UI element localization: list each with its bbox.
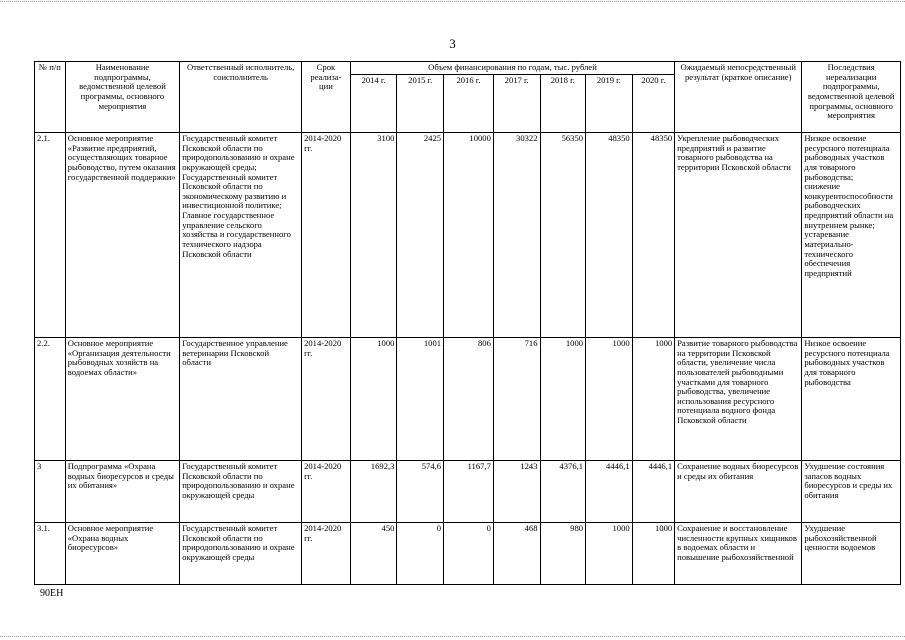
row-term: 2014-2020 гг.	[302, 523, 351, 585]
row-name: Основное мероприятие «Развитие предприятий, осуществляющих товарное рыбоводство, путем оказания государственной поддержки»	[65, 133, 179, 338]
value-cell: 806	[444, 338, 494, 461]
header-year: 2016 г.	[444, 74, 494, 132]
row-name: Основное мероприятие «Организация деятельности рыбоводных хозяйств на водоемах области»	[65, 338, 179, 461]
consequence-item: Ухудшение состояния запасов водных биоресурсов и среды их обитания	[804, 461, 893, 500]
value-cell: 2425	[397, 133, 444, 338]
value-cell: 574,6	[397, 461, 444, 523]
table-row	[35, 523, 901, 585]
value-cell: 4446,1	[632, 461, 674, 523]
header-year: 2018 г.	[540, 74, 586, 132]
row-result: Сохранение и восстановление численности крупных хищников в водоемах области и повышение рыбохозяйственной	[675, 523, 802, 585]
row-term: 2014-2020 гг.	[302, 338, 351, 461]
responsible-item: Государственный комитет Псковской области по природопользованию и охране окружающей среды	[182, 523, 295, 562]
value-cell: 1000	[632, 523, 674, 585]
consequence-item: Ухудшение рыбохозяйственной ценности водоемов	[804, 523, 877, 553]
header-result: Ожидаемый непосредственный результат (краткое описание)	[675, 62, 802, 133]
row-consequence	[802, 523, 901, 585]
header-year: 2014 г.	[350, 74, 397, 132]
responsible-item: Государственный комитет Псковской области по природопользованию и охране окружающей среды	[182, 461, 295, 500]
top-border	[0, 1, 905, 2]
table-row	[35, 338, 901, 461]
value-cell: 468	[493, 523, 540, 585]
row-consequence	[802, 338, 901, 461]
row-responsible	[180, 133, 302, 338]
row-result: Развитие товарного рыбоводства на территории Псковской области, увеличение числа пользователей рыбоводными участками для товарного рыбоводства, увеличение использования ресурсного потенциала водного фонда Псковской области	[675, 338, 802, 461]
responsible-item: Государственный комитет Псковской области по экономическому развитию и инвестиционной политике;	[182, 171, 287, 211]
row-result: Сохранение водных биоресурсов и среды их обитания	[675, 461, 802, 523]
value-cell: 10000	[444, 133, 494, 338]
row-num: 3	[35, 461, 66, 523]
header-responsible: Ответственный исполнитель, соисполнитель	[180, 62, 302, 133]
row-term: 2014-2020 гг.	[302, 461, 351, 523]
responsible-item: Главное государственное управление сельского хозяйства и государственного технического надзора Псковской области	[182, 210, 291, 259]
value-cell: 1000	[350, 338, 397, 461]
value-cell: 3100	[350, 133, 397, 338]
row-consequence	[802, 133, 901, 338]
value-cell: 980	[540, 523, 586, 585]
row-consequence	[802, 461, 901, 523]
page-number: 3	[449, 36, 456, 51]
value-cell: 4376,1	[540, 461, 586, 523]
consequence-item: Низкое освоение ресурсного потенциала рыбоводных участков для товарного рыбоводства;	[804, 133, 890, 182]
header-year: 2017 г.	[493, 74, 540, 132]
value-cell: 1000	[586, 338, 633, 461]
row-responsible	[180, 338, 302, 461]
value-cell: 716	[493, 338, 540, 461]
value-cell: 4446,1	[586, 461, 633, 523]
row-name: Подпрограмма «Охрана водных биоресурсов и среды их обитания»	[65, 461, 179, 523]
row-result: Укрепление рыбоводческих предприятий и развитие товарного рыбоводства на территории Псковской области	[675, 133, 802, 338]
header-term: Срок реализа-ции	[302, 62, 351, 133]
row-name: Основное мероприятие «Охрана водных биоресурсов»	[65, 523, 179, 585]
value-cell: 1000	[540, 338, 586, 461]
row-num: 3.1.	[35, 523, 66, 585]
value-cell: 56350	[540, 133, 586, 338]
header-year: 2019 г.	[586, 74, 633, 132]
consequence-item: снижение конкурентоспособности рыбоводческих предприятий области на внутреннем рынке;	[804, 181, 894, 230]
responsible-item: Государственное управление ветеринарии Псковской области	[182, 338, 288, 368]
value-cell: 1001	[397, 338, 444, 461]
value-cell: 1000	[586, 523, 633, 585]
value-cell: 48350	[586, 133, 633, 338]
table-row	[35, 461, 901, 523]
value-cell: 48350	[632, 133, 674, 338]
row-term: 2014-2020 гг.	[302, 133, 351, 338]
value-cell: 450	[350, 523, 397, 585]
value-cell: 30322	[493, 133, 540, 338]
value-cell: 1000	[632, 338, 674, 461]
header-year: 2015 г.	[397, 74, 444, 132]
header-year: 2020 г.	[632, 74, 674, 132]
value-cell: 1167,7	[444, 461, 494, 523]
row-num: 2.2.	[35, 338, 66, 461]
header-funding: Объем финансирования по годам, тыс. рублей	[350, 62, 674, 75]
row-responsible	[180, 461, 302, 523]
responsible-item: Государственный комитет Псковской области по природопользованию и охране окружающей среды;	[182, 133, 295, 172]
value-cell: 0	[444, 523, 494, 585]
header-consequence: Последствия нереализации подпрограммы, ведомственной целевой программы, основного мероприятия	[802, 62, 901, 133]
footer-code: 90EH	[40, 588, 64, 599]
header-num: № п/п	[35, 62, 66, 133]
consequence-item: устаревание материально-технического обеспечения предприятий	[804, 229, 854, 278]
row-responsible	[180, 523, 302, 585]
row-num: 2.1.	[35, 133, 66, 338]
program-table	[34, 61, 901, 585]
bottom-border	[0, 636, 905, 637]
value-cell: 1692,3	[350, 461, 397, 523]
header-name: Наименование подпрограммы, ведомственной целевой программы, основного мероприятия	[65, 62, 179, 133]
consequence-item: Низкое освоение ресурсного потенциала рыбоводных участков для товарного рыбоводства	[804, 338, 890, 387]
value-cell: 0	[397, 523, 444, 585]
value-cell: 1243	[493, 461, 540, 523]
table-row	[35, 133, 901, 338]
